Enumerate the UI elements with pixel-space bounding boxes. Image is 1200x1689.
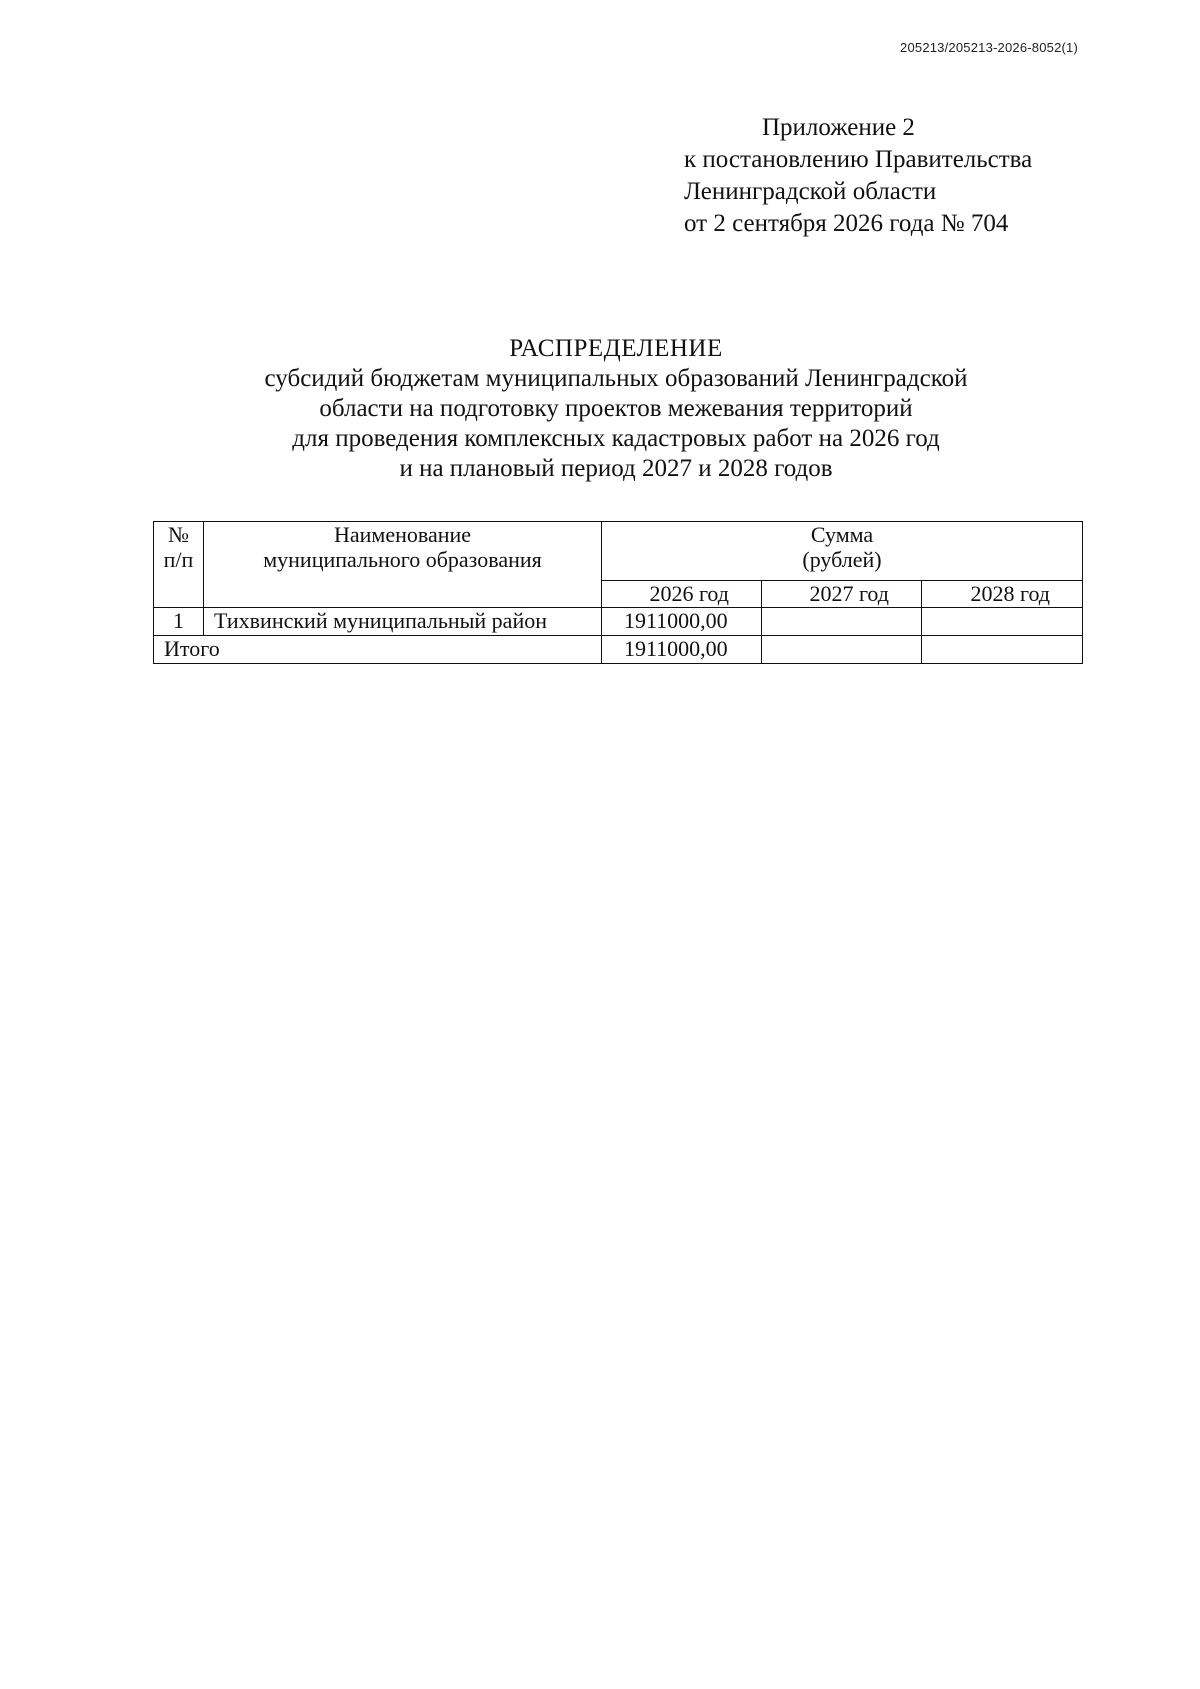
title-line-1: субсидий бюджетам муниципальных образований Ленинградской xyxy=(264,365,968,392)
table-row xyxy=(154,608,1083,636)
document-title-block xyxy=(0,334,1200,484)
row-number: 1 xyxy=(154,608,204,636)
header-year-2028: 2028 год xyxy=(922,581,1083,608)
title-line-3: для проведения комплексных кадастровых работ на 2026 год xyxy=(292,425,940,452)
title-line-4: и на плановый период 2027 и 2028 годов xyxy=(399,455,833,482)
header-number-abbr: п/п xyxy=(163,547,194,572)
header-sum-cell xyxy=(602,522,1083,581)
appendix-number: Приложение 2 xyxy=(762,114,915,141)
header-sum-label: Сумма xyxy=(810,522,874,547)
header-name-cell xyxy=(204,522,602,608)
total-value-2028 xyxy=(922,636,1083,664)
total-value-2026: 1911000,00 xyxy=(602,636,762,664)
row-municipality-name: Тихвинский муниципальный район xyxy=(204,608,602,636)
table-total-row xyxy=(154,636,1083,664)
row-value-2026: 1911000,00 xyxy=(602,608,762,636)
appendix-date-line: от 2 сентября 2026 года № 704 xyxy=(684,210,1009,237)
header-name-line-2: муниципального образования xyxy=(263,547,542,572)
document-heading: РАСПРЕДЕЛЕНИЕ xyxy=(509,335,723,362)
header-number-symbol: № xyxy=(168,522,189,547)
row-value-2028 xyxy=(922,608,1083,636)
document-registration-number: 205213/205213-2026-8052(1) xyxy=(900,40,1078,55)
appendix-block xyxy=(684,112,1032,240)
table-header-row xyxy=(154,522,1083,581)
header-year-2027: 2027 год xyxy=(762,581,922,608)
total-value-2027 xyxy=(762,636,922,664)
title-line-2: области на подготовку проектов межевания территорий xyxy=(319,395,913,422)
appendix-reference-line: к постановлению Правительства xyxy=(684,146,1033,173)
header-number-cell xyxy=(154,522,204,608)
header-name-line-1: Наименование xyxy=(333,522,472,547)
row-value-2027 xyxy=(762,608,922,636)
total-label: Итого xyxy=(154,636,602,664)
header-year-2026: 2026 год xyxy=(602,581,762,608)
header-sum-unit: (рублей) xyxy=(802,547,882,572)
distribution-table xyxy=(153,521,1083,664)
appendix-region-line: Ленинградской области xyxy=(684,178,937,205)
